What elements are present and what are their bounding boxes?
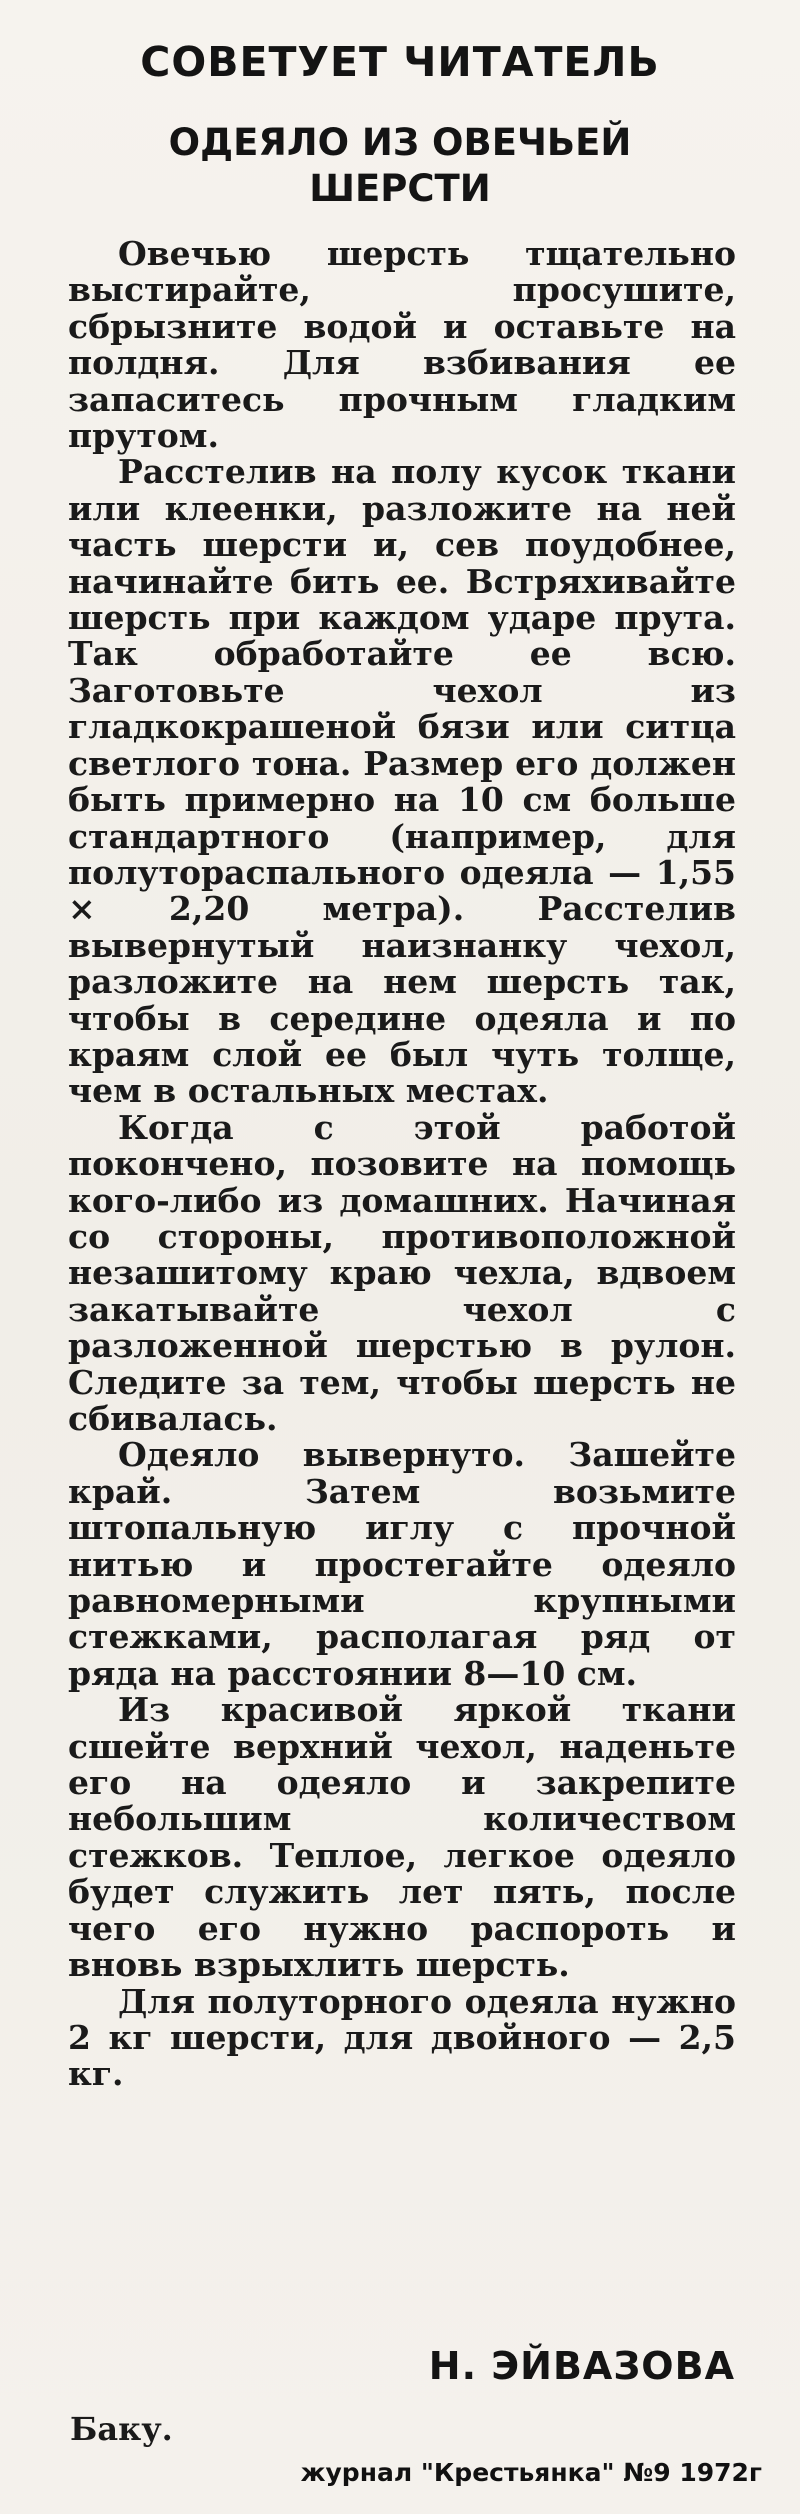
- article-paragraph: Расстелив на полу кусок ткани или клеенки, разложите на ней часть шерсти и, сев поудобнее, начинайте бить ее. Встряхивайте шерсть при каждом ударе прута. Так обработайте ее всю. Заготовьте чехол из гладкокрашеной бязи или ситца светлого тона. Размер его должен быть примерно на 10 см больше стандартного (например, для полутораспального одеяла — 1,55 × 2,20 метра). Расстелив вывернутый наизнанку чехол, разложите на нем шерсть так, чтобы в середине одеяла и по краям слой ее был чуть толще, чем в остальных местах.: [68, 452, 736, 1111]
- headline-line-2: ШЕРСТИ: [309, 167, 491, 210]
- article-body: [68, 236, 736, 2093]
- source-caption: журнал "Крестьянка" №9 1972г: [300, 2458, 762, 2487]
- article-paragraph: Одеяло вывернуто. Зашейте край. Затем возьмите штопальную иглу с прочной нитью и простегайте одеяло равномерными крупными стежками, располагая ряд от ряда на расстоянии 8—10 см.: [68, 1435, 736, 1693]
- author-city: Баку.: [70, 2410, 173, 2448]
- article-paragraph: Из красивой яркой ткани сшейте верхний чехол, наденьте его на одеяло и закрепите небольшим количеством стежков. Теплое, легкое одеяло будет служить лет пять, после чего его нужно распороть и вновь взрыхлить шерсть.: [68, 1690, 736, 1985]
- author-signature: Н. ЭЙВАЗОВА: [428, 2344, 735, 2388]
- rubric-title: СОВЕТУЕТ ЧИТАТЕЛЬ: [140, 38, 660, 86]
- article-paragraph: Для полуторного одеяла нужно 2 кг шерсти, для двойного — 2,5 кг.: [68, 1981, 736, 2094]
- article-paragraph: Овечью шерсть тщательно выстирайте, просушите, сбрызните водой и оставьте на полдня. Для взбивания ее запаситесь прочным гладким прутом.: [68, 234, 736, 456]
- article-headline: [0, 120, 800, 212]
- article-paragraph: Когда с этой работой покончено, позовите на помощь кого-либо из домашних. Начиная со стороны, противоположной незашитому краю чехла, вдвоем закатывайте чехол с разложенной шерстью в рулон. Следите за тем, чтобы шерсть не сбивалась.: [68, 1107, 736, 1438]
- headline-line-1: ОДЕЯЛО ИЗ ОВЕЧЬЕЙ: [168, 121, 632, 164]
